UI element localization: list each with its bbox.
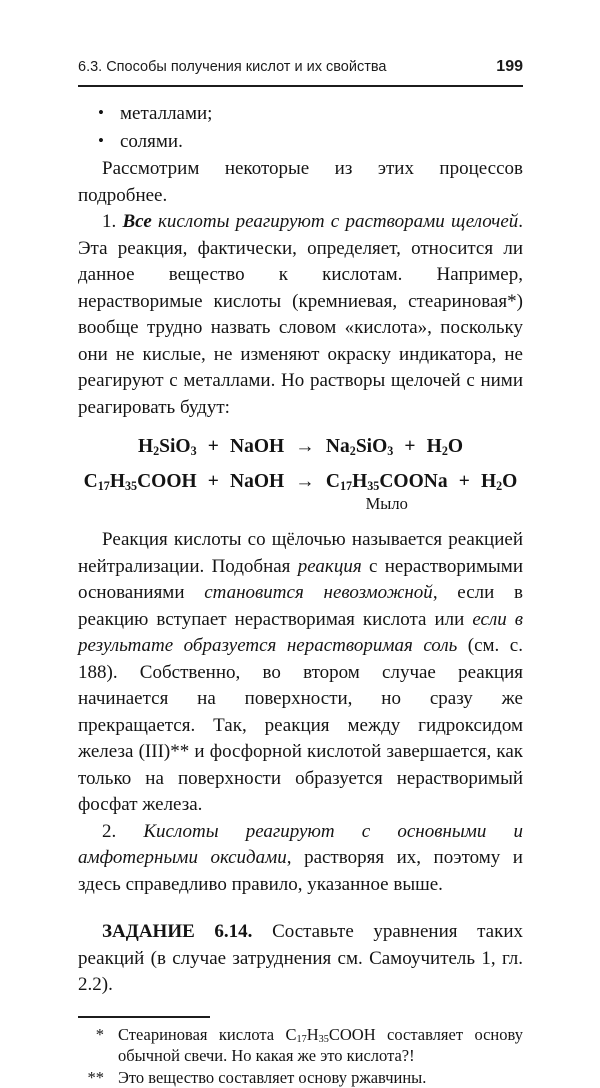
footnote-divider: [78, 1016, 210, 1018]
paragraph-task: ЗАДАНИЕ 6.14. Составьте уравнения таких реакций (в случае затруднения см. Самоучитель 1, гл. 2.2).: [78, 919, 523, 999]
footnote-marker: **: [78, 1067, 118, 1088]
footnote-marker: *: [78, 1024, 118, 1046]
footnote-text: Это вещество составляет основу ржавчины.: [118, 1067, 523, 1088]
paragraph-neutralization: Реакция кислоты со щёлочью называется реакцией нейтрализации. Подобная реакция с нерастворимыми основаниями становится невозможной, если в реакцию вступает нерастворимая кислота или если в результате образуется нерастворимая соль (см. с. 188). Собственно, во втором случае реакция начинается на поверхности, но сразу же прекращается. Так, реакция между гидроксидом железа (III)** и фосфорной кислотой завершается, как только на поверхности образуется нерастворимый фосфат железа.: [78, 527, 523, 819]
footnotes-section: [78, 1016, 523, 1088]
paragraph-intro: Рассмотрим некоторые из этих процессов подробнее.: [78, 156, 523, 209]
list-item-text: солями.: [120, 131, 183, 152]
paragraph-point1: 1. Все кислоты реагируют с растворами щелочей. Эта реакция, фактически, определяет, относится ли данное вещество к кислотам. Например, нерастворимые кислоты (кремниевая, стеариновая*) вообще трудно назвать словом «кислота», поскольку они не кислые, не изменяют окраску индикатора, не реагируют с металлами. Но растворы щелочей с ними реагировать будут:: [78, 209, 523, 421]
bullet-list: [78, 100, 523, 156]
list-item: [78, 100, 523, 128]
reaction-arrow-icon: →: [295, 471, 315, 492]
product-formula: $C_{17}H_{35}COONa$: [326, 471, 448, 492]
list-item: [78, 128, 523, 156]
footnote-text: Стеариновая кислота $C_{17}H_{35}COOH$ составляет основу обычной свечи. Но какая же это кислота?!: [118, 1024, 523, 1067]
reaction-arrow-icon: →: [295, 436, 315, 457]
label-spacer: [78, 493, 523, 515]
footnote-2: [78, 1067, 523, 1088]
equation-silicic-acid: [78, 436, 523, 458]
equation-reactants: $H_2SiO_3$ + NaOH: [138, 436, 284, 457]
soap-product: [326, 471, 448, 493]
equation-block: [78, 436, 523, 515]
running-title: 6.3. Способы получения кислот и их свойства: [78, 59, 386, 75]
paragraph-point2: 2. Кислоты реагируют с основными и амфотерными оксидами, растворяя их, поэтому и здесь справедливо правило, указанное выше.: [78, 819, 523, 899]
bullet-icon: •: [98, 127, 104, 155]
equation-tail: + $H_2O$: [459, 471, 518, 492]
page-number: 199: [496, 58, 523, 76]
equation-stearic-acid: [78, 471, 523, 493]
soap-label: Мыло: [366, 494, 408, 514]
list-item-text: металлами;: [120, 103, 212, 124]
equation-products: $Na_2SiO_3 + H_2O$: [326, 436, 463, 457]
page-header: [78, 58, 523, 87]
bullet-icon: •: [98, 99, 104, 127]
footnote-1: [78, 1024, 523, 1067]
equation-reactants: $C_{17}H_{35}COOH$ + NaOH: [84, 471, 285, 492]
